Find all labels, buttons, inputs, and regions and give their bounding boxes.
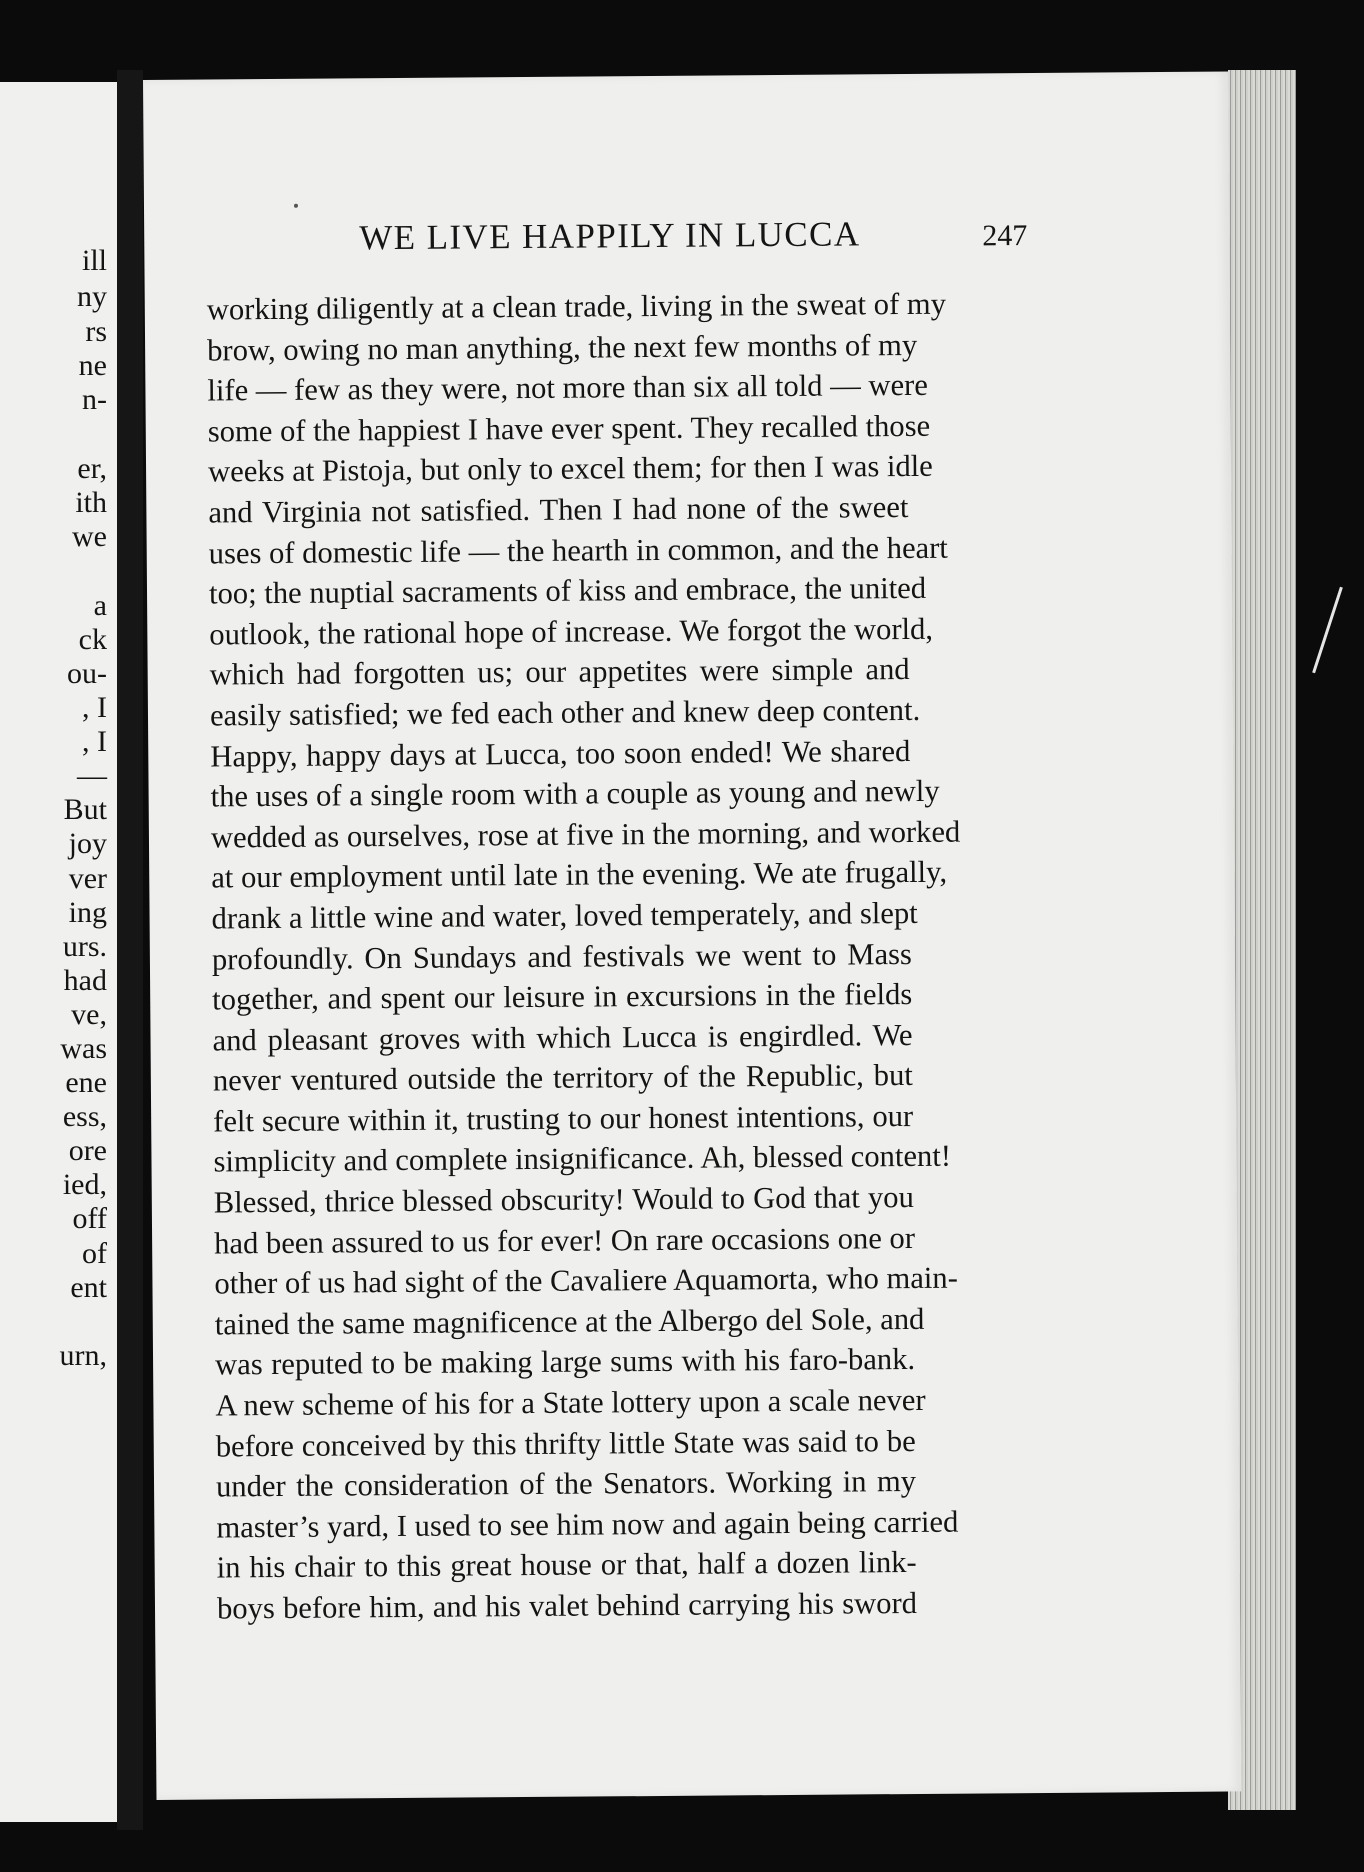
text-line: too; the nuptial sacraments of kiss and embrace, the united bbox=[208, 571, 927, 611]
body-text bbox=[206, 284, 961, 1629]
text-line: boys before him, and his valet behind carrying his sword bbox=[216, 1585, 918, 1626]
line-fragment: urn, bbox=[59, 1339, 107, 1372]
text-line: simplicity and complete insignificance. Ah, blessed content! bbox=[213, 1139, 952, 1179]
line-fragment: n- bbox=[82, 383, 107, 416]
running-title: WE LIVE HAPPILY IN LUCCA bbox=[359, 214, 861, 258]
print-speck bbox=[294, 204, 298, 208]
line-fragment: , I bbox=[82, 691, 107, 724]
line-fragment: a bbox=[93, 589, 107, 622]
text-line: brow, owing no man anything, the next few months of my bbox=[206, 327, 918, 368]
line-fragment: had bbox=[63, 964, 107, 997]
text-line: together, and spent our leisure in excursions in the fields bbox=[212, 977, 913, 1017]
page-number: 247 bbox=[982, 219, 1028, 253]
text-line: the uses of a single room with a couple as young and newly bbox=[210, 773, 940, 814]
text-line: uses of domestic life — the hearth in common, and the heart bbox=[208, 530, 948, 571]
text-line: A new scheme of his for a State lottery upon a scale never bbox=[215, 1382, 926, 1423]
text-line: never ventured outside the territory of the Republic, but bbox=[212, 1058, 913, 1098]
line-fragment: ene bbox=[65, 1066, 107, 1099]
line-fragment: ent bbox=[70, 1271, 107, 1304]
text-line: before conceived by this thrifty little State was said to be bbox=[215, 1423, 916, 1464]
line-fragment: ied, bbox=[62, 1168, 107, 1201]
text-line: master’s yard, I used to see him now and again being carried bbox=[216, 1504, 959, 1545]
line-fragment: ou- bbox=[67, 657, 107, 690]
text-line: life — few as they were, not more than six all told — were bbox=[207, 368, 928, 408]
line-fragment: off bbox=[72, 1202, 107, 1235]
line-fragment: ver bbox=[68, 862, 107, 895]
line-fragment: urs. bbox=[62, 930, 107, 963]
text-line: Blessed, thrice blessed obscurity! Would to God that you bbox=[213, 1180, 914, 1220]
line-fragment: ne bbox=[78, 349, 107, 382]
scan-artifact bbox=[1312, 587, 1343, 674]
line-fragment: But bbox=[63, 793, 107, 826]
text-line: tained the same magnificence at the Albergo del Sole, and bbox=[214, 1301, 925, 1342]
book-gutter bbox=[117, 70, 143, 1830]
line-fragment: rs bbox=[85, 315, 107, 348]
text-line: weeks at Pistoja, but only to excel them; for then I was idle bbox=[207, 449, 933, 489]
running-head bbox=[144, 211, 1229, 270]
line-fragment: we bbox=[72, 520, 107, 553]
text-line: easily satisfied; we fed each other and knew deep content. bbox=[209, 692, 921, 733]
text-line: which had forgotten us; our appetites were simple and bbox=[209, 652, 910, 692]
text-line: Happy, happy days at Lucca, too soon ended! We shared bbox=[210, 733, 911, 774]
previous-page bbox=[0, 82, 117, 1822]
text-line: felt secure within it, trusting to our honest intentions, our bbox=[213, 1098, 914, 1139]
line-fragment: , I bbox=[82, 725, 107, 758]
text-line: in his chair to this great house or that, half a dozen link- bbox=[216, 1545, 917, 1585]
text-line: under the consideration of the Senators. Working in my bbox=[215, 1464, 917, 1504]
text-line: some of the happiest I have ever spent. They recalled those bbox=[207, 408, 931, 449]
text-line: profoundly. On Sundays and festivals we went to Mass bbox=[211, 936, 913, 976]
text-line: working diligently at a clean trade, living in the sweat of my bbox=[206, 286, 947, 327]
line-fragment: ith bbox=[75, 486, 107, 519]
line-fragment: ve, bbox=[71, 998, 107, 1031]
book-page bbox=[143, 71, 1241, 1799]
line-fragment: ess, bbox=[62, 1100, 107, 1133]
line-fragment: — bbox=[77, 759, 107, 792]
text-line: and Virginia not satisfied. Then I had none of the sweet bbox=[208, 489, 909, 530]
text-line: had been assured to us for ever! On rare occasions one or bbox=[214, 1220, 916, 1261]
text-line: at our employment until late in the evening. We ate frugally, bbox=[211, 855, 948, 895]
line-fragment: er, bbox=[77, 452, 107, 485]
text-line: outlook, the rational hope of increase. We forgot the world, bbox=[209, 611, 934, 652]
text-line: was reputed to be making large sums with his faro-bank. bbox=[214, 1342, 916, 1382]
text-line: wedded as ourselves, rose at five in the morning, and worked bbox=[210, 814, 961, 855]
text-line: and pleasant groves with which Lucca is engirdled. We bbox=[212, 1017, 913, 1058]
line-fragment: ck bbox=[78, 623, 107, 656]
line-fragment: ny bbox=[77, 280, 107, 313]
line-fragment: joy bbox=[68, 827, 107, 860]
line-fragment: ill bbox=[81, 244, 107, 277]
line-fragment: ore bbox=[68, 1134, 107, 1167]
line-fragment: ing bbox=[68, 896, 107, 929]
line-fragment: was bbox=[60, 1032, 107, 1065]
text-line: other of us had sight of the Cavaliere Aquamorta, who main- bbox=[214, 1260, 958, 1301]
text-line: drank a little wine and water, loved temperately, and slept bbox=[211, 895, 918, 936]
line-fragment: of bbox=[82, 1237, 107, 1270]
